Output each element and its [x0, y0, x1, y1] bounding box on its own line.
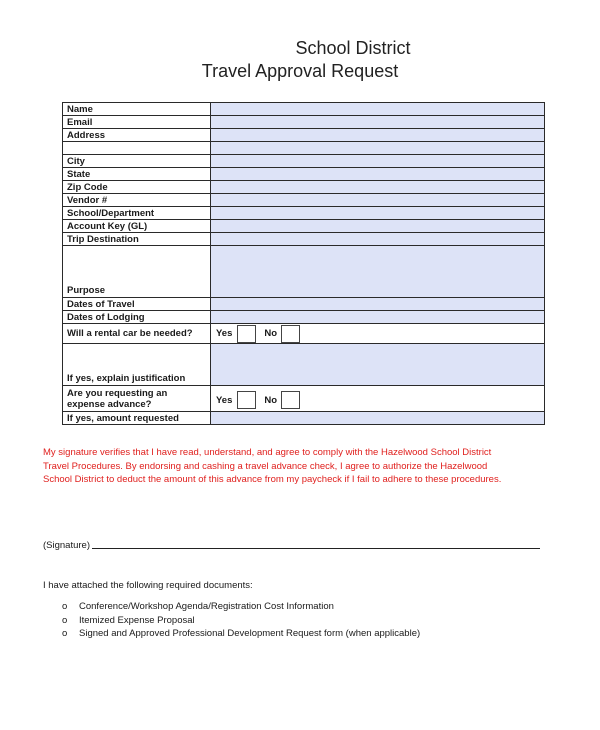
- purpose-field[interactable]: [211, 246, 545, 298]
- account-key-label: Account Key (GL): [63, 220, 211, 233]
- rental-car-options: [211, 324, 545, 344]
- trip-destination-label: Trip Destination: [63, 233, 211, 246]
- notice-line2: Travel Procedures. By endorsing and cashing a travel advance check, I agree to authorize the Hazelwood: [43, 460, 488, 472]
- zip-label: Zip Code: [63, 181, 211, 194]
- trip-destination-field[interactable]: [211, 233, 545, 246]
- bullet-icon: o: [62, 628, 68, 639]
- document-title-line1: School District: [295, 38, 411, 58]
- school-department-label: School/Department: [63, 207, 211, 220]
- dates-of-travel-field[interactable]: [211, 298, 545, 311]
- signature-notice: [43, 446, 563, 487]
- advance-request-label: [63, 386, 211, 412]
- list-item: [62, 600, 420, 614]
- notice-line3: School District to deduct the amount of this advance from my paycheck if I fail to adhere to these procedures.: [43, 474, 502, 485]
- email-field[interactable]: [211, 116, 545, 129]
- bullet-icon: o: [62, 614, 68, 626]
- address-field[interactable]: [211, 129, 545, 142]
- vendor-field[interactable]: [211, 194, 545, 207]
- list-item: [62, 627, 420, 641]
- explain-justification-label: If yes, explain justification: [63, 344, 211, 386]
- advance-no-label: No: [264, 394, 278, 406]
- account-key-field[interactable]: [211, 220, 545, 233]
- rental-car-label: Will a rental car be needed?: [63, 324, 211, 344]
- attachment-item-text: Conference/Workshop Agenda/Registration Cost Information: [79, 601, 334, 612]
- rental-car-no-checkbox[interactable]: [281, 325, 300, 343]
- state-label: State: [63, 168, 211, 181]
- attachments-list: [62, 600, 420, 641]
- zip-field[interactable]: [211, 181, 545, 194]
- name-label: Name: [63, 103, 211, 116]
- address-label: Address: [63, 129, 211, 142]
- explain-justification-field[interactable]: [211, 344, 545, 386]
- address-line2-field[interactable]: [211, 142, 545, 155]
- advance-request-label-line2: expense advance?: [67, 398, 152, 410]
- amount-requested-field[interactable]: [211, 412, 545, 425]
- dates-of-lodging-field[interactable]: [211, 311, 545, 324]
- attachment-item-text: Signed and Approved Professional Development Request form (when applicable): [79, 628, 421, 639]
- amount-requested-label: If yes, amount requested: [63, 412, 211, 425]
- notice-line1: My signature verifies that I have read, understand, and agree to comply with the Hazelwood School District: [43, 447, 492, 458]
- advance-request-label-line1: Are you requesting an: [67, 387, 168, 399]
- list-item: [62, 614, 420, 628]
- city-field[interactable]: [211, 155, 545, 168]
- bullet-icon: o: [62, 601, 68, 612]
- signature-block: [43, 540, 540, 551]
- rental-car-yes-checkbox[interactable]: [237, 325, 256, 343]
- advance-no-checkbox[interactable]: [281, 391, 300, 409]
- attachments-intro: I have attached the following required documents:: [43, 580, 253, 591]
- rental-car-yes-label: Yes: [216, 328, 233, 339]
- advance-yes-checkbox[interactable]: [237, 391, 256, 409]
- rental-car-no-label: No: [264, 328, 278, 339]
- email-label: Email: [63, 116, 211, 129]
- attachment-item-text: Itemized Expense Proposal: [79, 614, 195, 626]
- travel-form-table: [62, 102, 545, 425]
- city-label: City: [63, 155, 211, 168]
- address-line2-label: [63, 142, 211, 155]
- purpose-label: Purpose: [63, 246, 211, 298]
- advance-yes-label: Yes: [216, 394, 233, 406]
- vendor-label: Vendor #: [63, 194, 211, 207]
- dates-of-travel-label: Dates of Travel: [63, 298, 211, 311]
- state-field[interactable]: [211, 168, 545, 181]
- school-department-field[interactable]: [211, 207, 545, 220]
- dates-of-lodging-label: Dates of Lodging: [63, 311, 211, 324]
- advance-options: [211, 386, 545, 412]
- document-title-line2: Travel Approval Request: [201, 61, 399, 81]
- signature-line[interactable]: [92, 548, 540, 549]
- signature-label: (Signature): [43, 540, 90, 551]
- name-field[interactable]: [211, 103, 545, 116]
